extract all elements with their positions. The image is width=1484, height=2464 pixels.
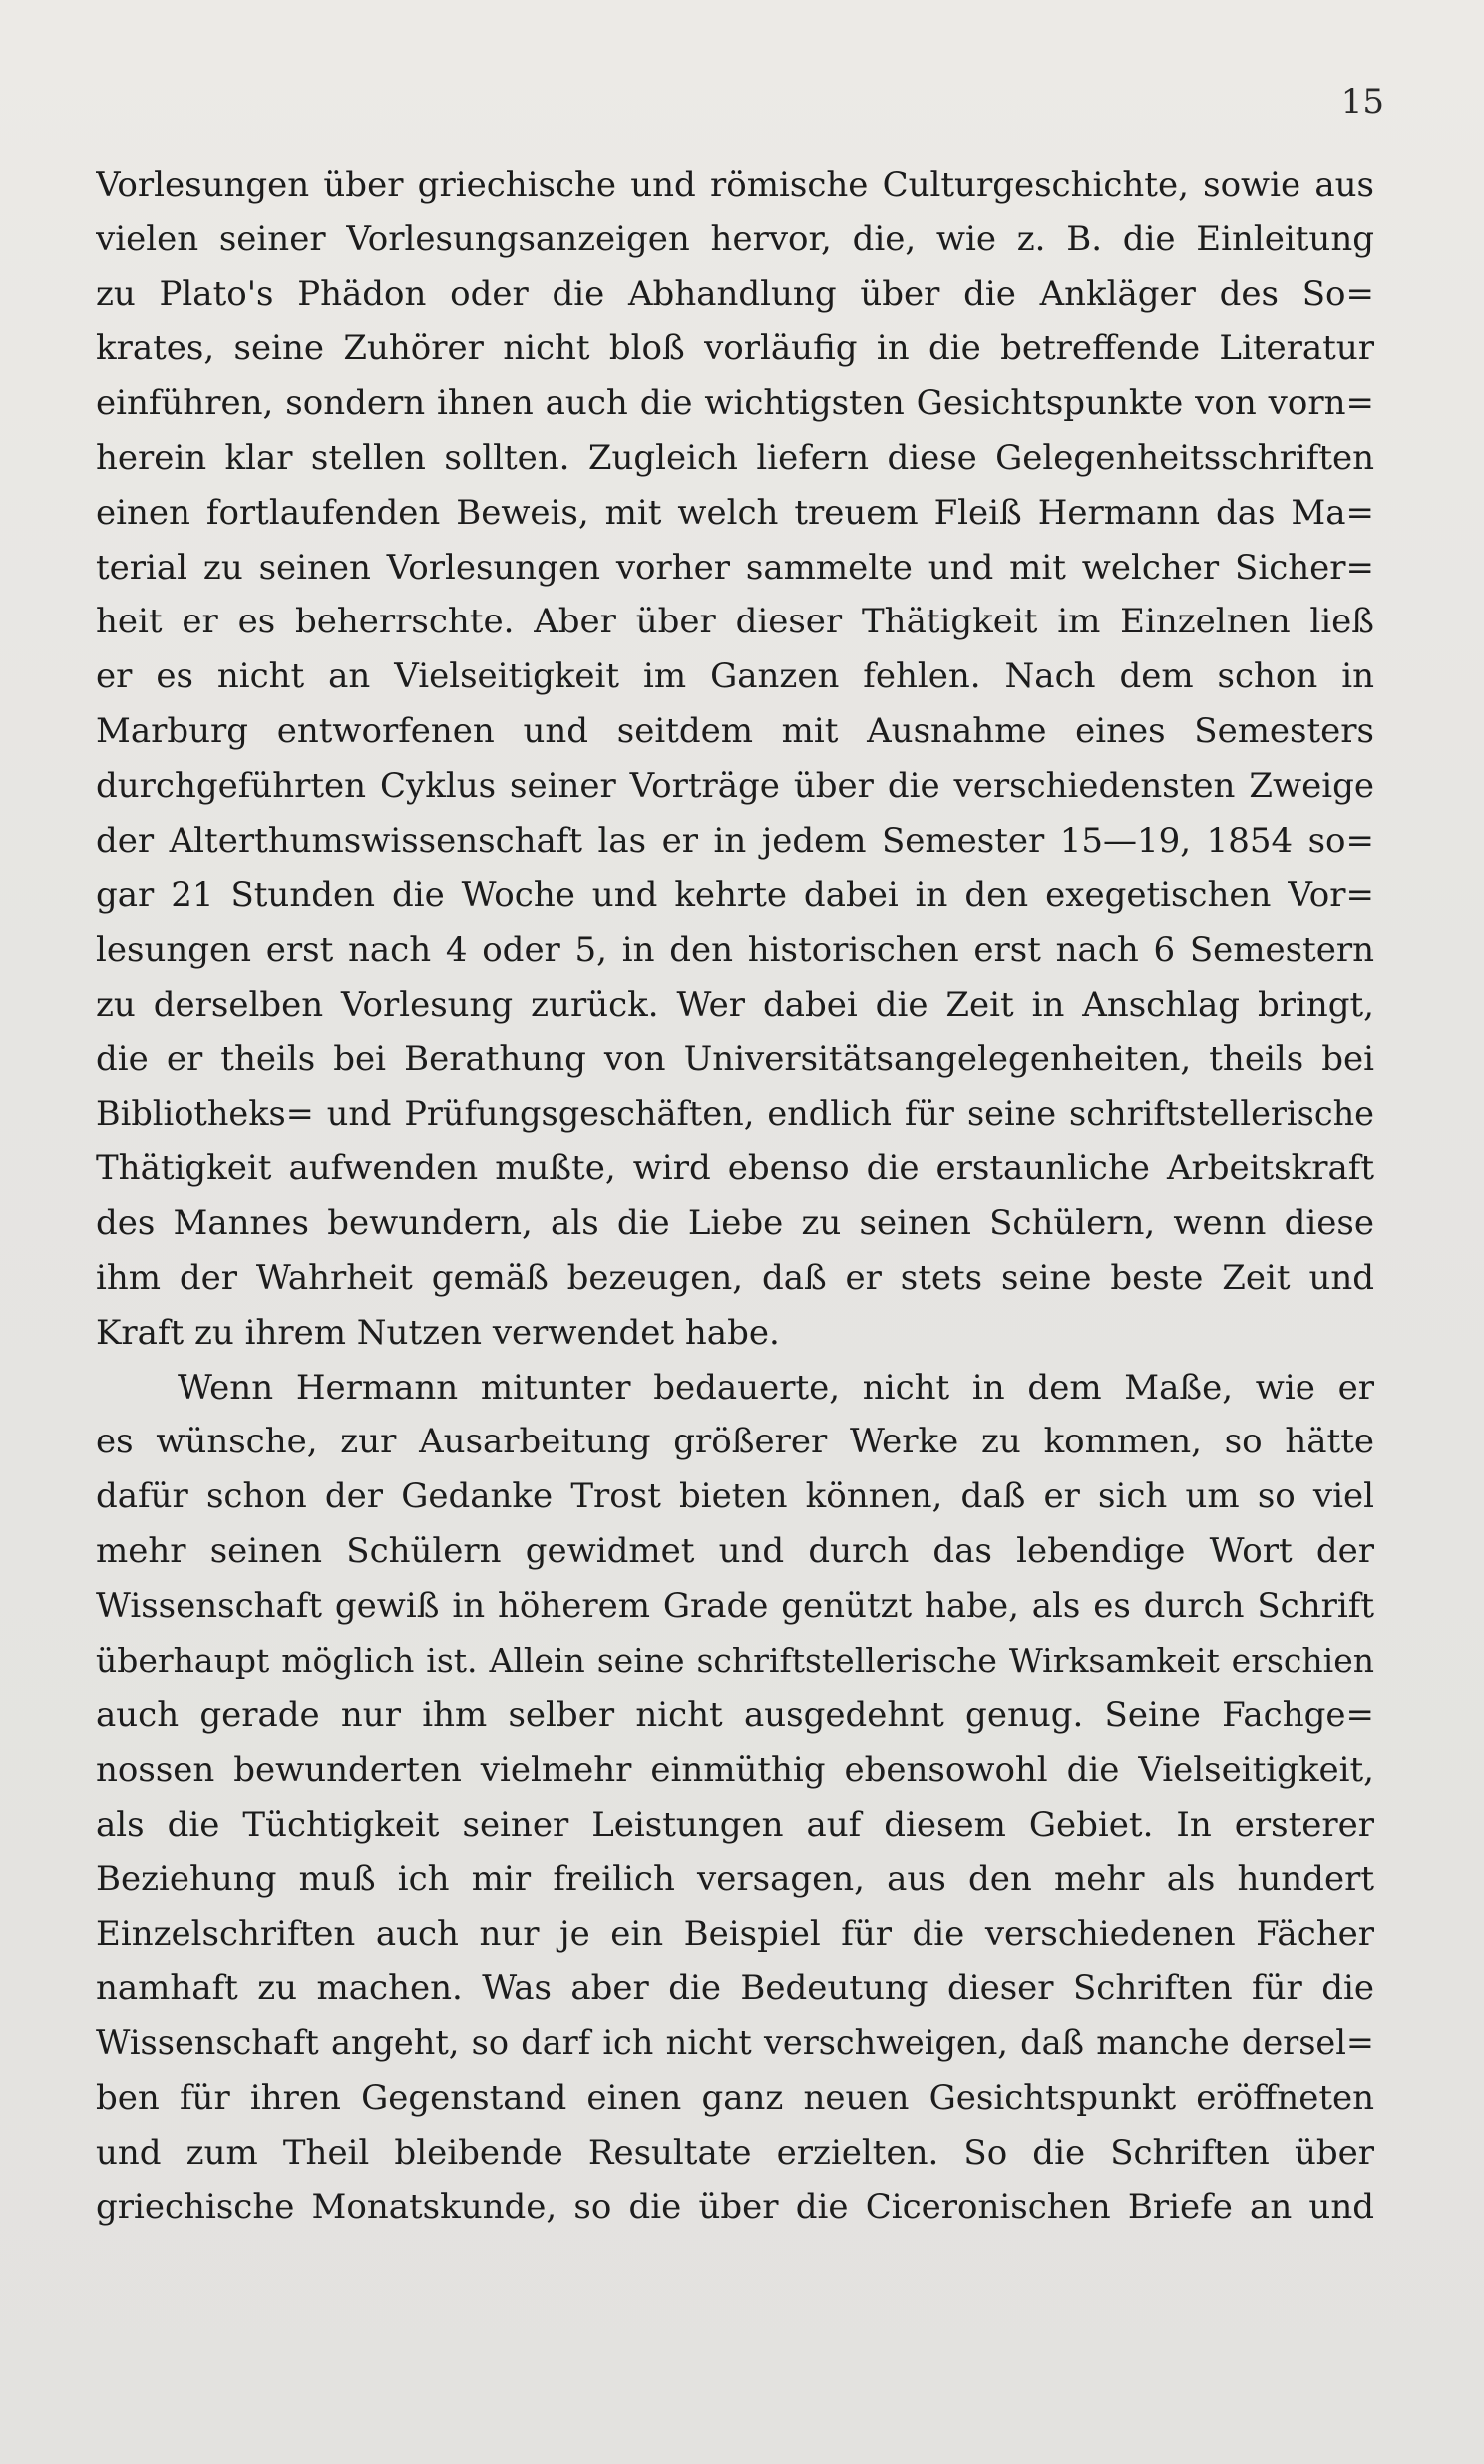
text-line: einen fortlaufenden Beweis, mit welch treuem Fleiß Hermann das Ma= xyxy=(96,492,1374,533)
text-line: mehr seinen Schülern gewidmet und durch das lebendige Wort der xyxy=(96,1530,1374,1571)
text-line: Wissenschaft gewiß in höherem Grade genützt habe, als es durch Schrift xyxy=(96,1585,1374,1626)
text-line: Beziehung muß ich mir freilich versagen, aus den mehr als hundert xyxy=(96,1858,1374,1899)
text-line: zu Plato's Phädon oder die Abhandlung über die Ankläger des So= xyxy=(96,273,1374,314)
text-line: ben für ihren Gegenstand einen ganz neuen Gesichtspunkt eröffneten xyxy=(96,2077,1374,2118)
text-line: krates, seine Zuhörer nicht bloß vorläufig in die betreffende Literatur xyxy=(96,328,1374,369)
text-line: Einzelschriften auch nur je ein Beispiel für die verschiedenen Fächer xyxy=(96,1913,1374,1954)
text-line: ihm der Wahrheit gemäß bezeugen, daß er stets seine beste Zeit und xyxy=(96,1257,1374,1298)
text-line: als die Tüchtigkeit seiner Leistungen auf diesem Gebiet. In ersterer xyxy=(96,1804,1374,1845)
text-line: vielen seiner Vorlesungsanzeigen hervor, die, wie z. B. die Einleitung xyxy=(96,218,1374,259)
text-line: Marburg entworfenen und seitdem mit Ausnahme eines Semesters xyxy=(96,710,1374,751)
text-line: heit er es beherrschte. Aber über dieser Thätigkeit im Einzelnen ließ xyxy=(96,602,1374,642)
text-line: Wissenschaft angeht, so darf ich nicht verschweigen, daß manche dersel= xyxy=(96,2023,1374,2063)
text-line: griechische Monatskunde, so die über die Ciceronischen Briefe an und xyxy=(96,2187,1374,2228)
text-line: überhaupt möglich ist. Allein seine schriftstellerische Wirksamkeit erschien xyxy=(96,1640,1374,1680)
paragraph-1 xyxy=(96,158,1374,1361)
text-line: terial zu seinen Vorlesungen vorher sammelte und mit welcher Sicher= xyxy=(96,547,1374,588)
text-line: durchgeführten Cyklus seiner Vorträge über die verschiedensten Zweige xyxy=(96,765,1374,806)
text-line: er es nicht an Vielseitigkeit im Ganzen fehlen. Nach dem schon in xyxy=(96,656,1374,697)
paragraph-2 xyxy=(96,1361,1374,2236)
page-number: 15 xyxy=(1340,82,1384,122)
text-line: einführen, sondern ihnen auch die wichtigsten Gesichtspunkte von vorn= xyxy=(96,383,1374,424)
text-line: Vorlesungen über griechische und römische Culturgeschichte, sowie aus xyxy=(96,165,1374,205)
text-line: Bibliotheks= und Prüfungsgeschäften, endlich für seine schriftstellerische xyxy=(96,1093,1374,1133)
text-line: auch gerade nur ihm selber nicht ausgedehnt genug. Seine Fachge= xyxy=(96,1695,1374,1736)
text-line: Thätigkeit aufwenden mußte, wird ebenso die erstaunliche Arbeitskraft xyxy=(96,1148,1374,1189)
text-line: namhaft zu machen. Was aber die Bedeutung dieser Schriften für die xyxy=(96,1968,1374,2009)
text-line: und zum Theil bleibende Resultate erzielten. So die Schriften über xyxy=(96,2132,1374,2173)
text-line: der Alterthumswissenschaft las er in jedem Semester 15—19, 1854 so= xyxy=(96,820,1374,861)
text-line: herein klar stellen sollten. Zugleich liefern diese Gelegenheitsschriften xyxy=(96,437,1374,478)
text-line: nossen bewunderten vielmehr einmüthig ebensowohl die Vielseitigkeit, xyxy=(96,1750,1374,1791)
text-line: die er theils bei Berathung von Universitätsangelegenheiten, theils bei xyxy=(96,1038,1374,1079)
text-line: es wünsche, zur Ausarbeitung größerer Werke zu kommen, so hätte xyxy=(96,1422,1374,1462)
text-line: lesungen erst nach 4 oder 5, in den historischen erst nach 6 Semestern xyxy=(96,930,1374,971)
body-text xyxy=(96,158,1374,2235)
text-line: zu derselben Vorlesung zurück. Wer dabei die Zeit in Anschlag bringt, xyxy=(96,984,1374,1025)
text-line: Wenn Hermann mitunter bedauerte, nicht in dem Maße, wie er xyxy=(178,1367,1374,1408)
text-line: gar 21 Stunden die Woche und kehrte dabei in den exegetischen Vor= xyxy=(96,875,1374,916)
text-line: des Mannes bewundern, als die Liebe zu seinen Schülern, wenn diese xyxy=(96,1203,1374,1244)
text-line: Kraft zu ihrem Nutzen verwendet habe. xyxy=(96,1312,780,1353)
text-line: dafür schon der Gedanke Trost bieten können, daß er sich um so viel xyxy=(96,1476,1374,1517)
